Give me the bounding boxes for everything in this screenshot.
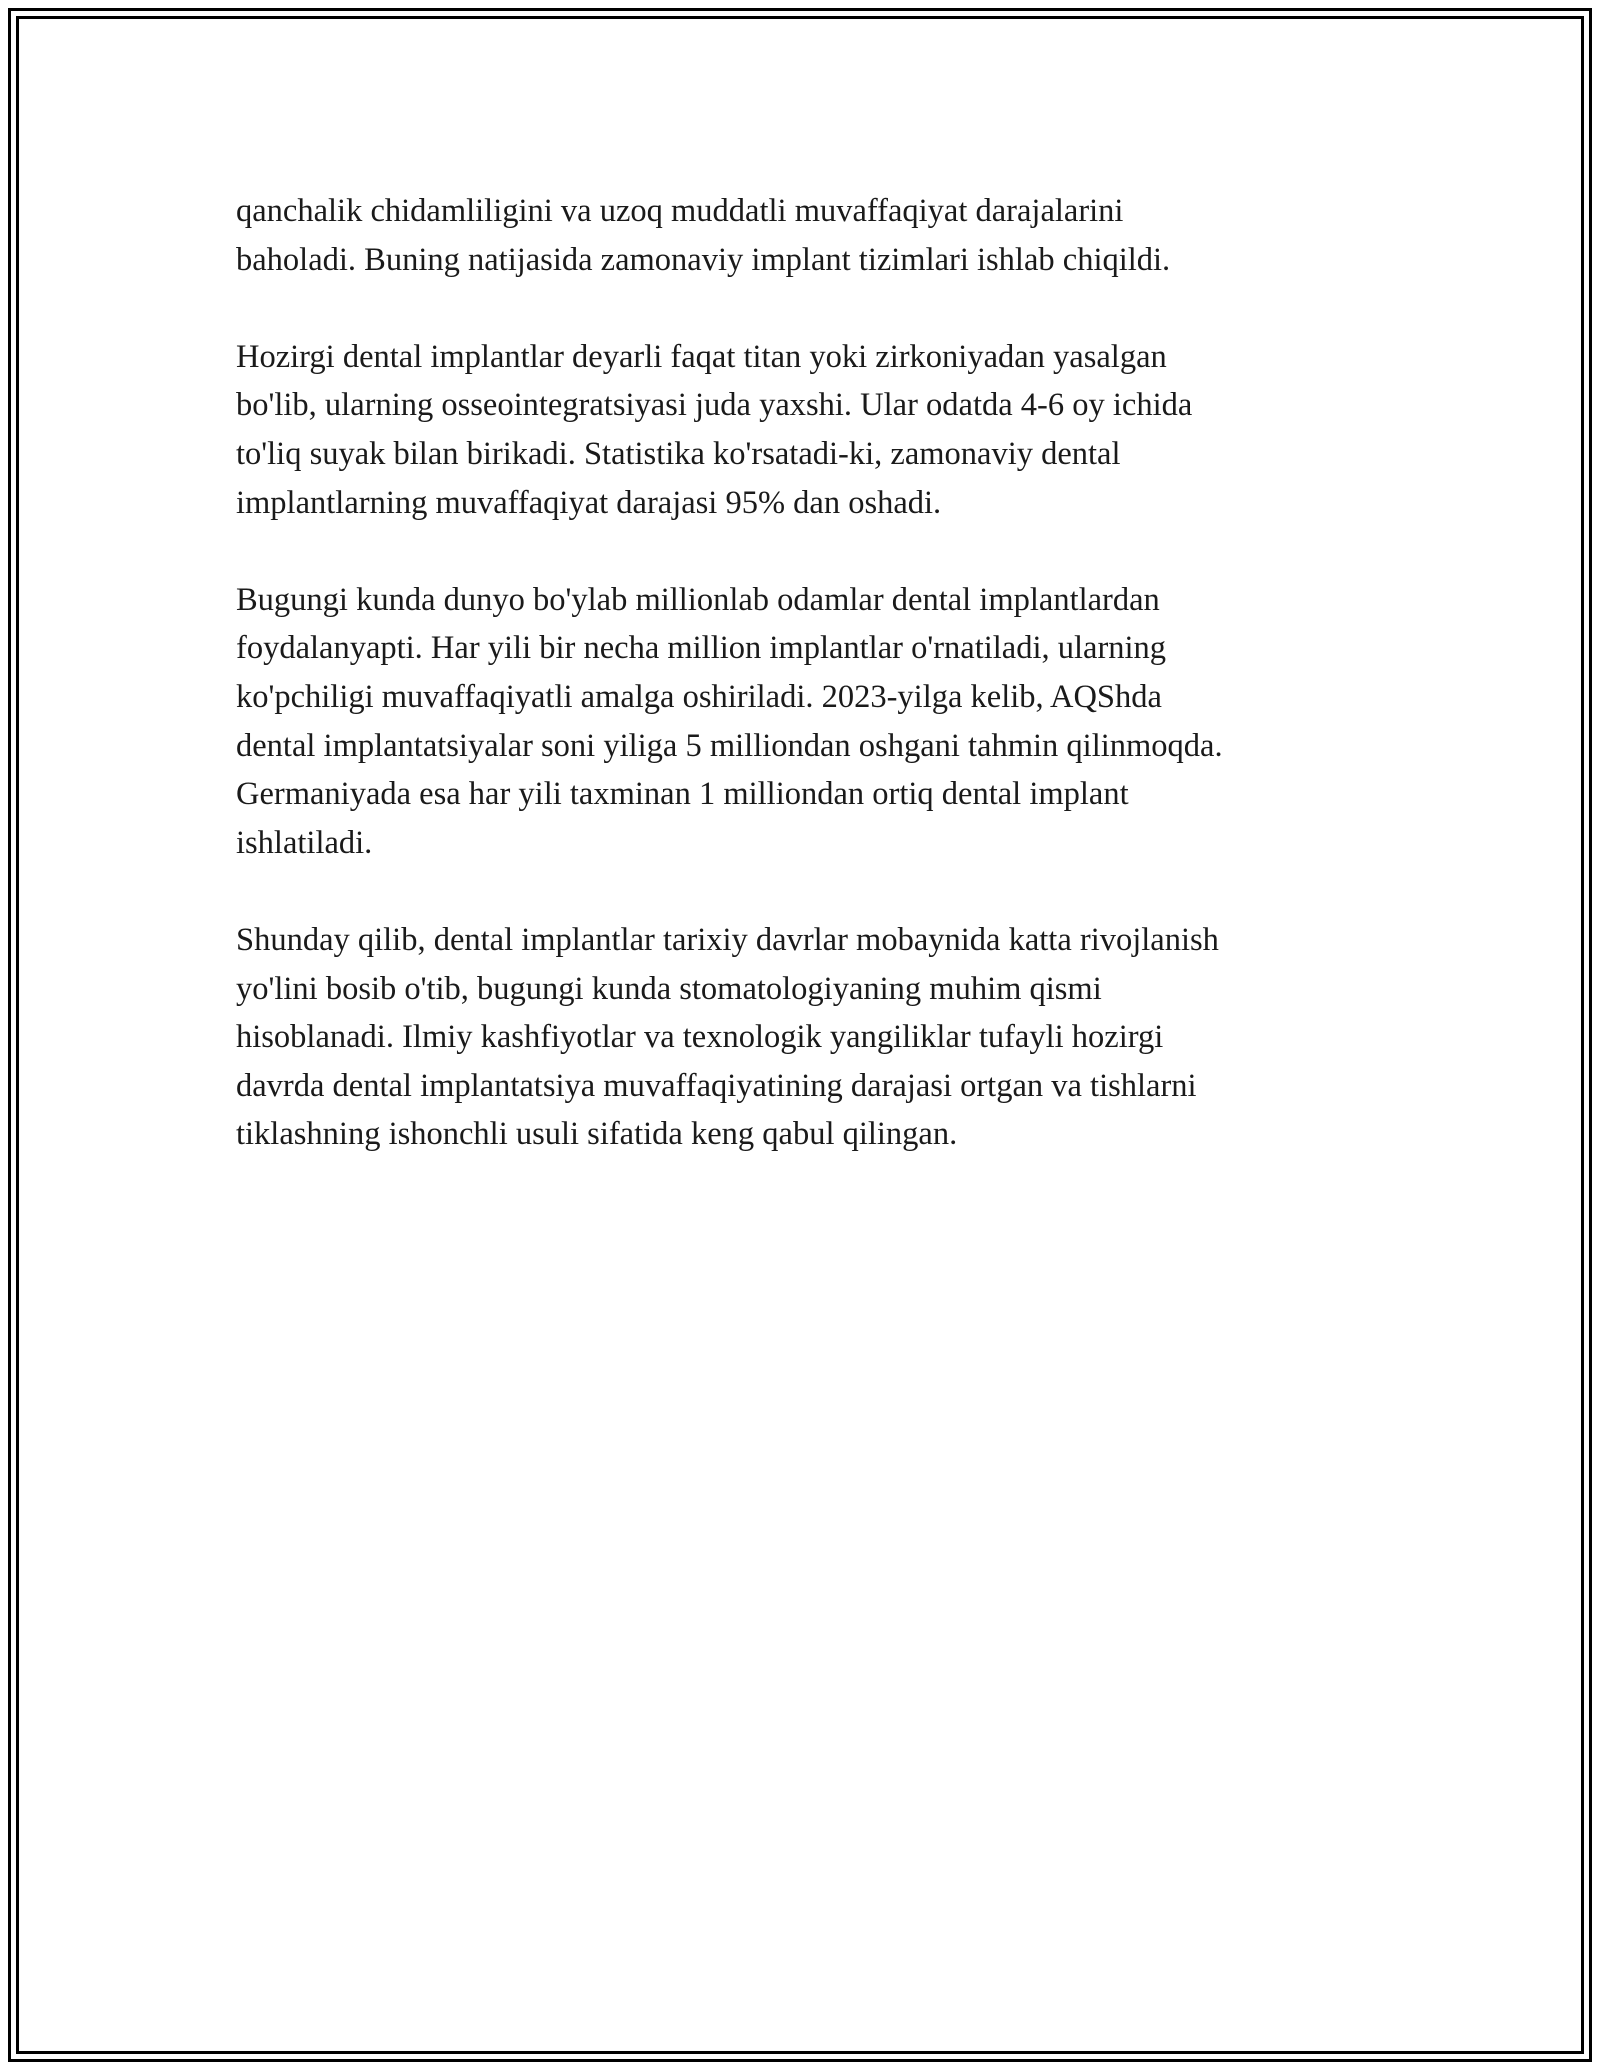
text-line: to'liq suyak bilan birikadi. Statistika ko'rsatadi-ki, zamonaviy dental — [236, 435, 1121, 472]
text-line: Germaniyada esa har yili taxminan 1 milliondan ortiq dental implant — [236, 776, 1129, 813]
text-line: davrda dental implantatsiya muvaffaqiyatining darajasi ortgan va tishlarni — [236, 1067, 1197, 1104]
paragraph-2 — [236, 333, 1386, 527]
text-line: Bugungi kunda dunyo bo'ylab millionlab odamlar dental implantlardan — [236, 581, 1160, 618]
paragraph-3 — [236, 576, 1386, 868]
text-line: ko'pchiligi muvaffaqiyatli amalga oshiriladi. 2023-yilga kelib, AQShda — [236, 678, 1162, 715]
paragraph-4 — [236, 916, 1386, 1159]
text-line: yo'lini bosib o'tib, bugungi kunda stomatologiyaning muhim qismi — [236, 970, 1102, 1007]
text-line: foydalanyapti. Har yili bir necha million implantlar o'rnatiladi, ularning — [236, 630, 1167, 667]
text-line: Hozirgi dental implantlar deyarli faqat titan yoki zirkoniyadan yasalgan — [236, 338, 1167, 375]
document-body — [236, 187, 1386, 1207]
text-line: bo'lib, ularning osseointegratsiyasi juda yaxshi. Ular odatda 4-6 oy ichida — [236, 387, 1193, 424]
text-line: hisoblanadi. Ilmiy kashfiyotlar va texnologik yangiliklar tufayli hozirgi — [236, 1019, 1164, 1056]
text-line: dental implantatsiyalar soni yiliga 5 milliondan oshgani tahmin qilinmoqda. — [236, 727, 1223, 764]
text-line: qanchalik chidamliligini va uzoq muddatli muvaffaqiyat darajalarini — [236, 193, 1124, 229]
text-line: Shunday qilib, dental implantlar tarixiy davrlar mobaynida katta rivojlanish — [236, 921, 1219, 958]
paragraph-1 — [236, 187, 1386, 284]
text-line: ishlatiladi. — [236, 824, 373, 861]
text-line: baholadi. Buning natijasida zamonaviy implant tizimlari ishlab chiqildi. — [236, 241, 1171, 278]
text-line: implantlarning muvaffaqiyat darajasi 95% dan oshadi. — [236, 484, 942, 521]
text-line: tiklashning ishonchli usuli sifatida keng qabul qilingan. — [236, 1116, 958, 1153]
